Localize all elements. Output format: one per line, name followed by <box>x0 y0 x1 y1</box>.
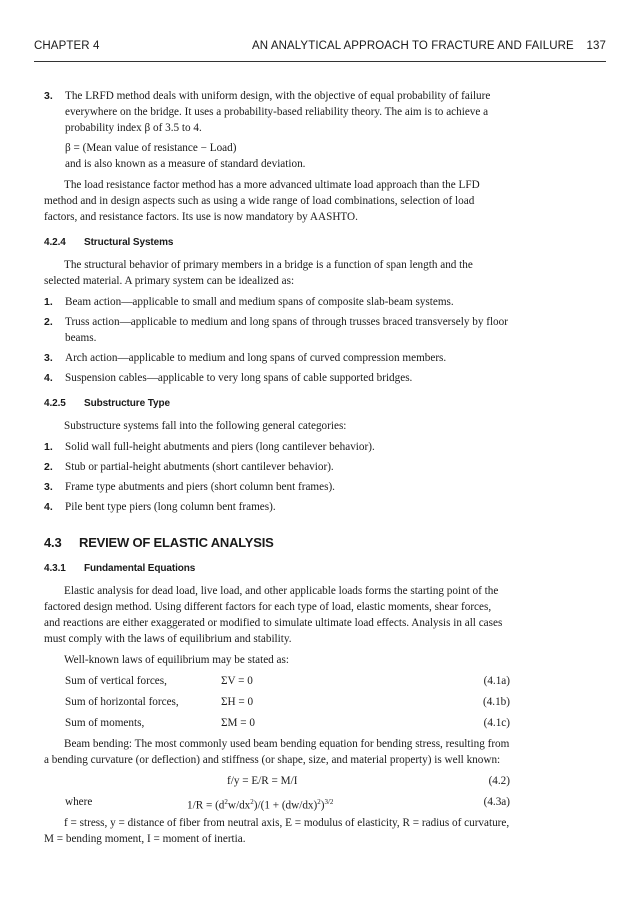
paragraph: The load resistance factor method has a more advanced ultimate load approach than the LFD method and in design aspects such as using a wide range of load combinations, selection of load factors, and resistance factors. Its use is now mandatory by AASHTO. <box>44 179 480 223</box>
section-number: 4.2.5 <box>44 398 66 409</box>
list-text: Arch action—applicable to medium and long spans of curved compression members. <box>65 352 447 364</box>
equation-expression: f/y = E/R = M/I <box>227 775 298 787</box>
list-text: The LRFD method deals with uniform design, with the objective of equal probability of failure everywhere on the bridge. It uses a probability-based reliability theory. The aim is to achieve a probability index β of 3.5 to 4. <box>65 90 491 134</box>
section-number: 4.3.1 <box>44 563 66 574</box>
list-item <box>44 439 510 455</box>
list-item <box>44 370 510 386</box>
list-item <box>44 350 510 366</box>
list-item <box>44 88 510 136</box>
list-item <box>44 479 510 495</box>
paragraph: The structural behavior of primary members in a bridge is a function of span length and the selected material. A primary system can be idealized as: <box>44 259 473 287</box>
equation-label: Sum of vertical forces, <box>65 675 167 687</box>
list-number: 3. <box>44 481 53 493</box>
section-number: 4.3 <box>44 535 62 550</box>
running-header <box>34 40 606 58</box>
list-item <box>44 499 510 515</box>
equation-row <box>44 773 510 789</box>
list-item <box>44 459 510 475</box>
list-number: 3. <box>44 90 53 102</box>
list-text: Solid wall full-height abutments and piers (long cantilever behavior). <box>65 441 375 453</box>
equation-label: Sum of moments, <box>65 717 145 729</box>
equation-expression: ΣH = 0 <box>221 696 254 708</box>
list-number: 4. <box>44 501 53 513</box>
paragraph: Substructure systems fall into the following general categories: <box>64 420 347 432</box>
paragraph: Elastic analysis for dead load, live load, and other applicable loads forms the starting point of the factored design method. Using different factors for each type of load, elastic moments, shear forces, and reactions are either exaggerated or modified to simulate ultimate load effects. Analysis in all cases must comply with the laws of equilibrium and stability. <box>44 585 503 645</box>
chapter-label: CHAPTER 4 <box>34 40 100 52</box>
paragraph: Well-known laws of equilibrium may be stated as: <box>64 654 289 666</box>
chapter-title: AN ANALYTICAL APPROACH TO FRACTURE AND FAILURE <box>252 40 574 52</box>
section-title: Fundamental Equations <box>84 563 196 574</box>
equation-number: (4.1b) <box>482 696 510 708</box>
equation-expression: ΣV = 0 <box>221 675 253 687</box>
paragraph: f = stress, y = distance of fiber from neutral axis, E = modulus of elasticity, R = radius of curvature, M = bending moment, I = moment of inertia. <box>44 817 510 845</box>
list-number: 3. <box>44 352 53 364</box>
list-number: 2. <box>44 461 53 473</box>
list-number: 1. <box>44 441 53 453</box>
header-rule <box>34 61 606 62</box>
page-body <box>44 88 510 852</box>
equation-number: (4.1a) <box>483 675 510 687</box>
list-number: 1. <box>44 296 53 308</box>
paragraph: Beam bending: The most commonly used beam bending equation for bending stress, resulting from a bending curvature (or deflection) and stiffness (or shape, size, and material property) is well known: <box>44 738 510 766</box>
list-item <box>44 314 510 346</box>
list-text: Frame type abutments and piers (short column bent frames). <box>65 481 335 493</box>
beta-note: and is also known as a measure of standard deviation. <box>65 158 306 170</box>
list-text: Stub or partial-height abutments (short cantilever behavior). <box>65 461 334 473</box>
equation-row <box>44 673 510 689</box>
section-heading <box>44 535 510 551</box>
section-heading <box>44 561 510 577</box>
list-item <box>44 294 510 310</box>
section-title: REVIEW OF ELASTIC ANALYSIS <box>79 535 274 550</box>
equation-where: where <box>65 796 93 808</box>
section-title: Substructure Type <box>84 398 170 409</box>
section-heading <box>44 396 510 412</box>
list-number: 2. <box>44 316 53 328</box>
list-text: Beam action—applicable to small and medium spans of composite slab-beam systems. <box>65 296 454 308</box>
section-heading <box>44 235 510 251</box>
section-title: Structural Systems <box>84 237 174 248</box>
list-text: Truss action—applicable to medium and long spans of through trusses braced transversely by floor beams. <box>65 316 508 344</box>
equation-row <box>44 694 510 710</box>
list-text: Suspension cables—applicable to very long spans of cable supported bridges. <box>65 372 413 384</box>
equation-expression: ΣM = 0 <box>221 717 255 729</box>
equation-number: (4.2) <box>488 775 510 787</box>
equation-label: Sum of horizontal forces, <box>65 696 179 708</box>
section-number: 4.2.4 <box>44 237 66 248</box>
equation-row <box>44 715 510 731</box>
equation-number: (4.1c) <box>483 717 510 729</box>
page-number: 137 <box>586 40 606 52</box>
curvature-equation: $1/R = (d^2w/dx^2)/(1 + (dw/dx)^2)^{3/2}$ <box>187 798 334 812</box>
list-text: Pile bent type piers (long column bent frames). <box>65 501 276 513</box>
list-number: 4. <box>44 372 53 384</box>
beta-equation: β = (Mean value of resistance − Load) <box>65 142 237 154</box>
equation-number: (4.3a) <box>483 796 510 808</box>
equation-row <box>44 794 510 810</box>
